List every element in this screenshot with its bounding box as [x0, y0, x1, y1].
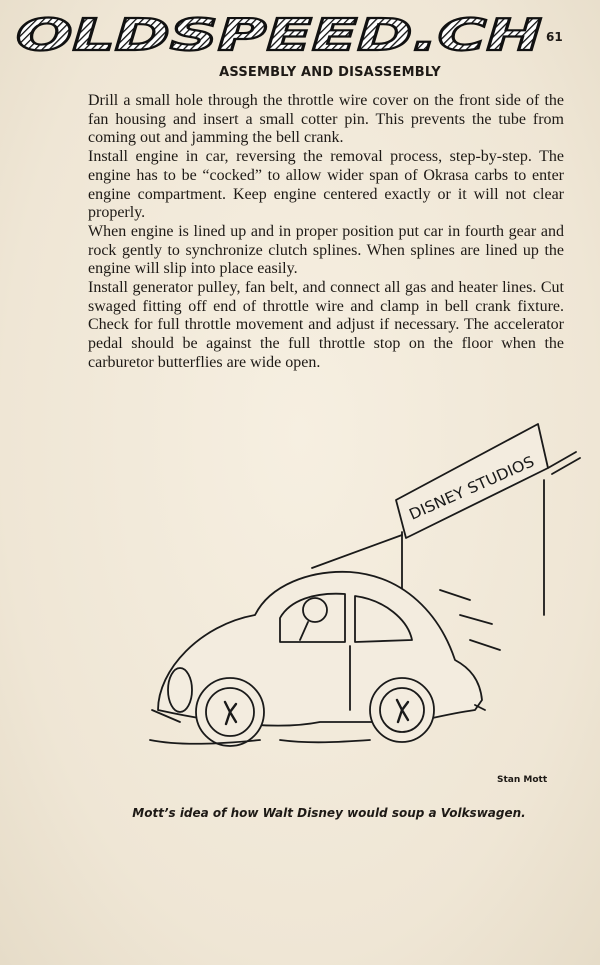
paragraph: Drill a small hole through the throttle wire cover on the front side of the fan housing and insert a small cotter pin. This prevents the tube from coming out and jamming the bell crank. — [88, 92, 564, 147]
body-text — [88, 92, 564, 373]
paragraph: Install generator pulley, fan belt, and connect all gas and heater lines. Cut swaged fitting off end of throttle wire and clamp in bell crank fixture. Check for full throttle movement and adjust if necessary. The accelerator pedal should be against the full throttle stop on the floor when the carburetor butterflies are wide open. — [88, 279, 564, 371]
paragraph: When engine is lined up and in proper position put car in fourth gear and rock gently to synchronize clutch splines. When splines are lined up the engine will slip into place easily. — [88, 222, 564, 278]
oldspeed-logo — [10, 10, 550, 58]
logo-text: OLDSPEED.CH — [16, 10, 542, 58]
illustration-caption: Mott’s idea of how Walt Disney would soup a Volkswagen. — [132, 806, 526, 820]
section-heading: ASSEMBLY AND DISASSEMBLY — [219, 65, 441, 80]
page-number: 61 — [546, 30, 563, 44]
paragraph: Install engine in car, reversing the removal process, step-by-step. The engine has to be “cocked” to allow wider span of Okrasa carbs to enter engine compartment. Keep engine centered exactly or it will not clear properly. — [88, 148, 564, 222]
cartoon-volkswagen-illustration — [140, 410, 590, 755]
sign-text: DISNEY STUDIOS — [406, 455, 530, 524]
illustrator-credit: Stan Mott — [497, 775, 548, 785]
